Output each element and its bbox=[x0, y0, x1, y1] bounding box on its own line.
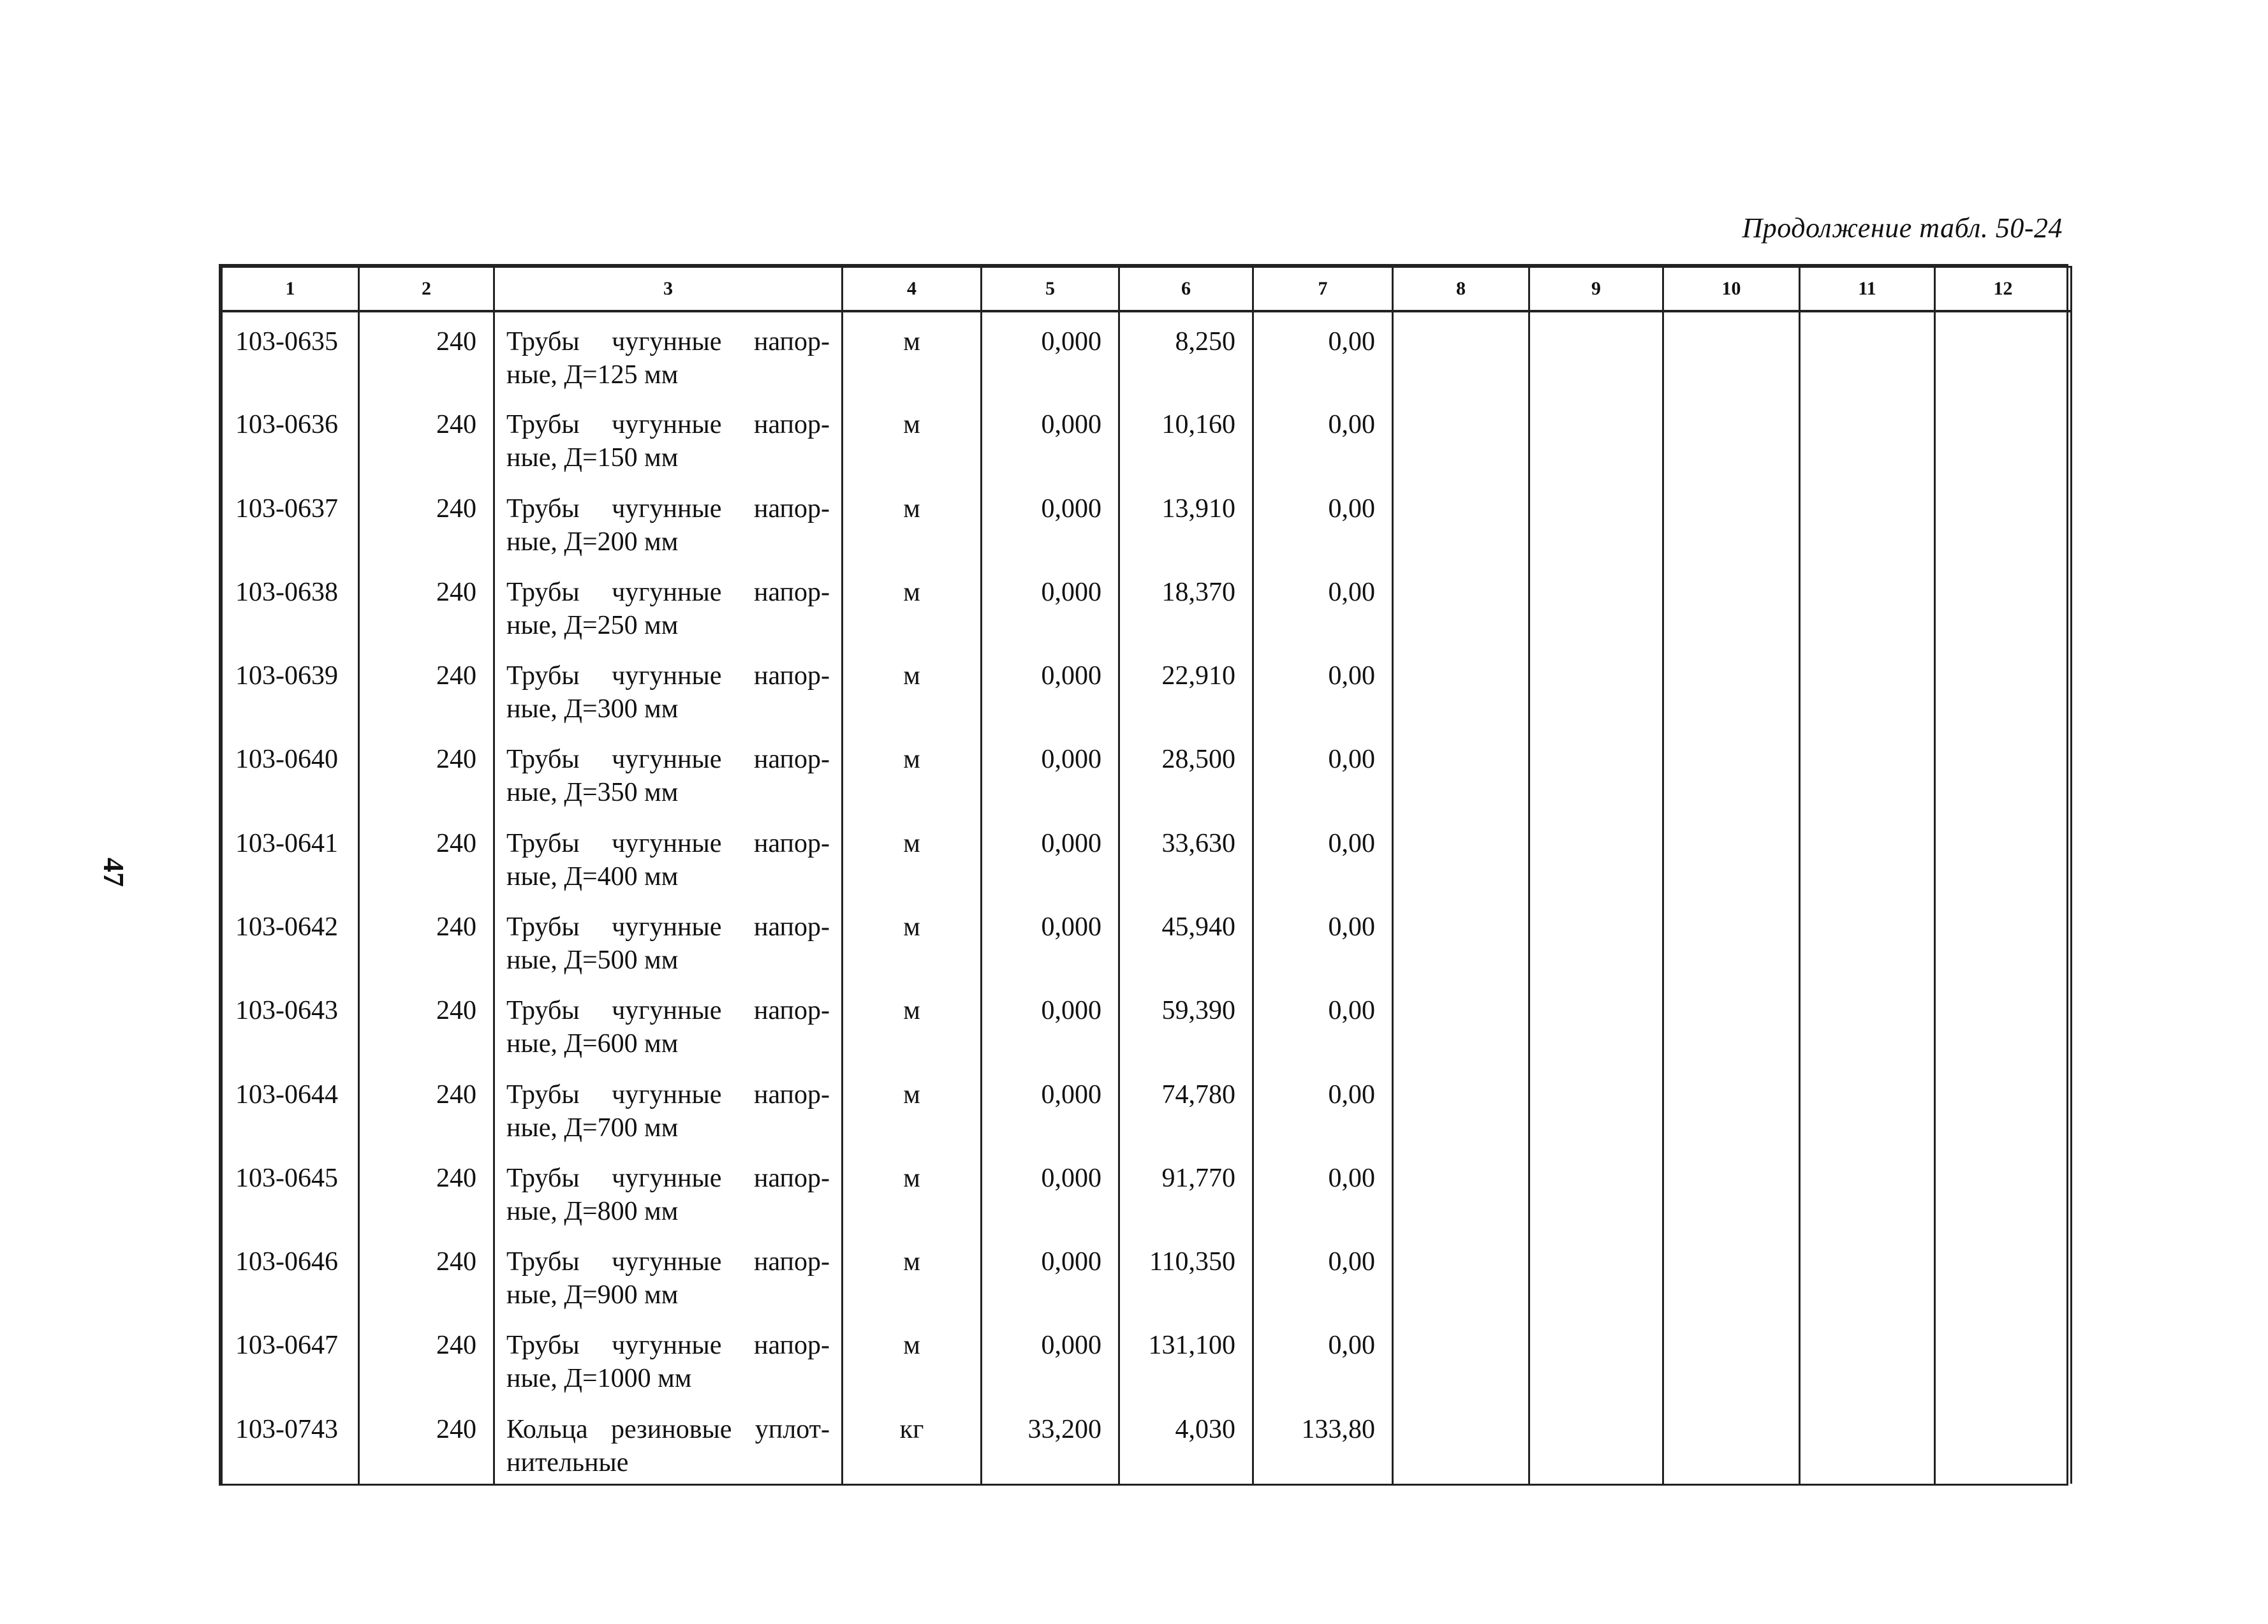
group-cell: 240 bbox=[359, 1233, 494, 1316]
value-col6-cell: 91,770 bbox=[1119, 1149, 1253, 1233]
description-line-1: Трубы чугунные напор- bbox=[506, 1247, 830, 1277]
description-line-1: Трубы чугунные напор- bbox=[506, 410, 830, 440]
unit-cell: м bbox=[843, 814, 982, 898]
table-row bbox=[222, 1149, 2072, 1233]
group-cell: 240 bbox=[359, 647, 494, 730]
value-col7-cell: 0,00 bbox=[1253, 981, 1393, 1065]
unit-cell: м bbox=[843, 1316, 982, 1400]
value-col5-cell: 0,000 bbox=[982, 981, 1119, 1065]
value-col6-cell: 33,630 bbox=[1119, 814, 1253, 898]
description-line-2: ные, Д=300 мм bbox=[506, 694, 679, 724]
value-col7-cell: 0,00 bbox=[1253, 814, 1393, 898]
description-cell bbox=[494, 730, 843, 814]
empty-col8-cell bbox=[1393, 1316, 1529, 1400]
empty-col11-cell bbox=[1800, 898, 1935, 981]
value-col5-cell: 33,200 bbox=[982, 1400, 1119, 1484]
description-cell bbox=[494, 395, 843, 479]
value-col5-cell: 0,000 bbox=[982, 898, 1119, 981]
value-col7-cell: 133,80 bbox=[1253, 1400, 1393, 1484]
description-line-1: Трубы чугунные напор- bbox=[506, 661, 830, 691]
unit-cell: м bbox=[843, 730, 982, 814]
empty-col12-cell bbox=[1935, 1149, 2072, 1233]
empty-col9-cell bbox=[1529, 647, 1663, 730]
resource-code-cell: 103-0645 bbox=[222, 1149, 359, 1233]
value-col5-cell: 0,000 bbox=[982, 1065, 1119, 1149]
value-col7-cell: 0,00 bbox=[1253, 563, 1393, 647]
table-row bbox=[222, 1316, 2072, 1400]
resource-code-cell: 103-0646 bbox=[222, 1233, 359, 1316]
empty-col10-cell bbox=[1663, 898, 1800, 981]
resource-code-cell: 103-0638 bbox=[222, 563, 359, 647]
value-col5-cell: 0,000 bbox=[982, 479, 1119, 563]
value-col7-cell: 0,00 bbox=[1253, 1316, 1393, 1400]
empty-col9-cell bbox=[1529, 563, 1663, 647]
description-cell bbox=[494, 1316, 843, 1400]
description-line-1: Трубы чугунные напор- bbox=[506, 912, 830, 942]
description-cell bbox=[494, 1149, 843, 1233]
empty-col12-cell bbox=[1935, 479, 2072, 563]
resource-table bbox=[219, 264, 2068, 1486]
description-line-2: ные, Д=1000 мм bbox=[506, 1364, 692, 1394]
group-cell: 240 bbox=[359, 311, 494, 395]
unit-cell: м bbox=[843, 1233, 982, 1316]
description-cell bbox=[494, 311, 843, 395]
description-line-2: нительные bbox=[506, 1447, 629, 1477]
empty-col9-cell bbox=[1529, 479, 1663, 563]
value-col6-cell: 59,390 bbox=[1119, 981, 1253, 1065]
empty-col8-cell bbox=[1393, 1065, 1529, 1149]
table-row bbox=[222, 898, 2072, 981]
table-row bbox=[222, 311, 2072, 395]
empty-col10-cell bbox=[1663, 1233, 1800, 1316]
resource-code-cell: 103-0647 bbox=[222, 1316, 359, 1400]
value-col7-cell: 0,00 bbox=[1253, 730, 1393, 814]
description-cell bbox=[494, 814, 843, 898]
value-col5-cell: 0,000 bbox=[982, 814, 1119, 898]
empty-col8-cell bbox=[1393, 730, 1529, 814]
resource-code-cell: 103-0635 bbox=[222, 311, 359, 395]
group-cell: 240 bbox=[359, 730, 494, 814]
value-col5-cell: 0,000 bbox=[982, 311, 1119, 395]
unit-cell: м bbox=[843, 311, 982, 395]
group-cell: 240 bbox=[359, 1065, 494, 1149]
resource-code-cell: 103-0639 bbox=[222, 647, 359, 730]
table-row bbox=[222, 647, 2072, 730]
column-header: 12 bbox=[1935, 267, 2072, 312]
column-header: 6 bbox=[1119, 267, 1253, 312]
description-line-1: Трубы чугунные напор- bbox=[506, 327, 830, 356]
column-header: 1 bbox=[222, 267, 359, 312]
empty-col10-cell bbox=[1663, 981, 1800, 1065]
resource-code-cell: 103-0643 bbox=[222, 981, 359, 1065]
description-line-2: ные, Д=900 мм bbox=[506, 1280, 679, 1310]
resource-code-cell: 103-0641 bbox=[222, 814, 359, 898]
group-cell: 240 bbox=[359, 479, 494, 563]
empty-col9-cell bbox=[1529, 1233, 1663, 1316]
empty-col10-cell bbox=[1663, 563, 1800, 647]
empty-col11-cell bbox=[1800, 1149, 1935, 1233]
value-col6-cell: 13,910 bbox=[1119, 479, 1253, 563]
description-line-2: ные, Д=350 мм bbox=[506, 778, 679, 808]
empty-col12-cell bbox=[1935, 395, 2072, 479]
description-cell bbox=[494, 647, 843, 730]
group-cell: 240 bbox=[359, 395, 494, 479]
value-col5-cell: 0,000 bbox=[982, 1233, 1119, 1316]
table-row bbox=[222, 814, 2072, 898]
empty-col12-cell bbox=[1935, 1065, 2072, 1149]
column-header: 2 bbox=[359, 267, 494, 312]
value-col7-cell: 0,00 bbox=[1253, 1065, 1393, 1149]
value-col6-cell: 131,100 bbox=[1119, 1316, 1253, 1400]
table-row bbox=[222, 1233, 2072, 1316]
unit-cell: м bbox=[843, 898, 982, 981]
description-cell bbox=[494, 981, 843, 1065]
value-col6-cell: 4,030 bbox=[1119, 1400, 1253, 1484]
value-col7-cell: 0,00 bbox=[1253, 898, 1393, 981]
empty-col10-cell bbox=[1663, 1316, 1800, 1400]
value-col6-cell: 28,500 bbox=[1119, 730, 1253, 814]
column-header: 8 bbox=[1393, 267, 1529, 312]
empty-col9-cell bbox=[1529, 1065, 1663, 1149]
empty-col10-cell bbox=[1663, 479, 1800, 563]
column-header: 3 bbox=[494, 267, 843, 312]
resource-code-cell: 103-0636 bbox=[222, 395, 359, 479]
description-cell bbox=[494, 1233, 843, 1316]
column-header: 5 bbox=[982, 267, 1119, 312]
resource-code-cell: 103-0743 bbox=[222, 1400, 359, 1484]
description-cell bbox=[494, 563, 843, 647]
group-cell: 240 bbox=[359, 563, 494, 647]
description-line-1: Трубы чугунные напор- bbox=[506, 1079, 830, 1109]
table-row bbox=[222, 395, 2072, 479]
value-col5-cell: 0,000 bbox=[982, 1149, 1119, 1233]
empty-col8-cell bbox=[1393, 647, 1529, 730]
empty-col10-cell bbox=[1663, 1400, 1800, 1484]
value-col7-cell: 0,00 bbox=[1253, 647, 1393, 730]
table-row bbox=[222, 479, 2072, 563]
empty-col12-cell bbox=[1935, 1400, 2072, 1484]
resource-code-cell: 103-0644 bbox=[222, 1065, 359, 1149]
value-col7-cell: 0,00 bbox=[1253, 1233, 1393, 1316]
value-col7-cell: 0,00 bbox=[1253, 311, 1393, 395]
unit-cell: м bbox=[843, 563, 982, 647]
value-col7-cell: 0,00 bbox=[1253, 479, 1393, 563]
empty-col9-cell bbox=[1529, 311, 1663, 395]
empty-col11-cell bbox=[1800, 647, 1935, 730]
column-header: 4 bbox=[843, 267, 982, 312]
empty-col9-cell bbox=[1529, 814, 1663, 898]
empty-col12-cell bbox=[1935, 1316, 2072, 1400]
empty-col12-cell bbox=[1935, 730, 2072, 814]
unit-cell: кг bbox=[843, 1400, 982, 1484]
empty-col11-cell bbox=[1800, 479, 1935, 563]
empty-col8-cell bbox=[1393, 311, 1529, 395]
description-cell bbox=[494, 1065, 843, 1149]
description-line-2: ные, Д=600 мм bbox=[506, 1029, 679, 1059]
value-col7-cell: 0,00 bbox=[1253, 1149, 1393, 1233]
empty-col11-cell bbox=[1800, 395, 1935, 479]
empty-col9-cell bbox=[1529, 1316, 1663, 1400]
description-cell bbox=[494, 898, 843, 981]
group-cell: 240 bbox=[359, 1149, 494, 1233]
table-caption: Продолжение табл. 50-24 bbox=[1742, 212, 2063, 244]
group-cell: 240 bbox=[359, 898, 494, 981]
description-line-1: Кольца резиновые уплот- bbox=[506, 1414, 830, 1444]
description-line-2: ные, Д=700 мм bbox=[506, 1113, 679, 1143]
unit-cell: м bbox=[843, 981, 982, 1065]
unit-cell: м bbox=[843, 647, 982, 730]
description-line-1: Трубы чугунные напор- bbox=[506, 1163, 830, 1193]
value-col6-cell: 18,370 bbox=[1119, 563, 1253, 647]
column-header: 10 bbox=[1663, 267, 1800, 312]
table-row bbox=[222, 1400, 2072, 1484]
table-row bbox=[222, 981, 2072, 1065]
empty-col9-cell bbox=[1529, 981, 1663, 1065]
column-header: 7 bbox=[1253, 267, 1393, 312]
value-col5-cell: 0,000 bbox=[982, 730, 1119, 814]
group-cell: 240 bbox=[359, 981, 494, 1065]
table-row bbox=[222, 563, 2072, 647]
empty-col9-cell bbox=[1529, 898, 1663, 981]
empty-col12-cell bbox=[1935, 563, 2072, 647]
empty-col11-cell bbox=[1800, 1316, 1935, 1400]
description-line-2: ные, Д=250 мм bbox=[506, 610, 679, 640]
empty-col8-cell bbox=[1393, 814, 1529, 898]
empty-col9-cell bbox=[1529, 1400, 1663, 1484]
empty-col11-cell bbox=[1800, 1400, 1935, 1484]
description-line-2: ные, Д=400 мм bbox=[506, 861, 679, 891]
description-line-1: Трубы чугунные напор- bbox=[506, 745, 830, 775]
value-col6-cell: 10,160 bbox=[1119, 395, 1253, 479]
empty-col12-cell bbox=[1935, 647, 2072, 730]
value-col6-cell: 8,250 bbox=[1119, 311, 1253, 395]
unit-cell: м bbox=[843, 479, 982, 563]
empty-col12-cell bbox=[1935, 1233, 2072, 1316]
empty-col9-cell bbox=[1529, 1149, 1663, 1233]
value-col6-cell: 110,350 bbox=[1119, 1233, 1253, 1316]
empty-col11-cell bbox=[1800, 311, 1935, 395]
empty-col9-cell bbox=[1529, 395, 1663, 479]
value-col6-cell: 74,780 bbox=[1119, 1065, 1253, 1149]
empty-col8-cell bbox=[1393, 395, 1529, 479]
column-header: 9 bbox=[1529, 267, 1663, 312]
group-cell: 240 bbox=[359, 1400, 494, 1484]
value-col5-cell: 0,000 bbox=[982, 395, 1119, 479]
empty-col10-cell bbox=[1663, 1149, 1800, 1233]
table-row bbox=[222, 1065, 2072, 1149]
description-line-1: Трубы чугунные напор- bbox=[506, 1331, 830, 1361]
empty-col8-cell bbox=[1393, 1149, 1529, 1233]
empty-col8-cell bbox=[1393, 1400, 1529, 1484]
resource-code-cell: 103-0637 bbox=[222, 479, 359, 563]
empty-col11-cell bbox=[1800, 563, 1935, 647]
value-col7-cell: 0,00 bbox=[1253, 395, 1393, 479]
description-line-1: Трубы чугунные напор- bbox=[506, 577, 830, 607]
table-header-row bbox=[222, 267, 2072, 312]
description-line-2: ные, Д=125 мм bbox=[506, 360, 679, 390]
empty-col10-cell bbox=[1663, 311, 1800, 395]
unit-cell: м bbox=[843, 1065, 982, 1149]
empty-col10-cell bbox=[1663, 395, 1800, 479]
value-col5-cell: 0,000 bbox=[982, 563, 1119, 647]
description-cell bbox=[494, 1400, 843, 1484]
empty-col12-cell bbox=[1935, 981, 2072, 1065]
page-number: 47 bbox=[98, 858, 130, 887]
empty-col11-cell bbox=[1800, 1065, 1935, 1149]
column-header: 11 bbox=[1800, 267, 1935, 312]
empty-col11-cell bbox=[1800, 1233, 1935, 1316]
description-line-2: ные, Д=150 мм bbox=[506, 443, 679, 473]
empty-col11-cell bbox=[1800, 730, 1935, 814]
empty-col8-cell bbox=[1393, 563, 1529, 647]
empty-col8-cell bbox=[1393, 981, 1529, 1065]
value-col5-cell: 0,000 bbox=[982, 1316, 1119, 1400]
empty-col8-cell bbox=[1393, 898, 1529, 981]
empty-col10-cell bbox=[1663, 1065, 1800, 1149]
group-cell: 240 bbox=[359, 1316, 494, 1400]
empty-col10-cell bbox=[1663, 647, 1800, 730]
value-col5-cell: 0,000 bbox=[982, 647, 1119, 730]
empty-col10-cell bbox=[1663, 730, 1800, 814]
description-cell bbox=[494, 479, 843, 563]
unit-cell: м bbox=[843, 1149, 982, 1233]
unit-cell: м bbox=[843, 395, 982, 479]
resource-code-cell: 103-0642 bbox=[222, 898, 359, 981]
group-cell: 240 bbox=[359, 814, 494, 898]
empty-col12-cell bbox=[1935, 311, 2072, 395]
description-line-1: Трубы чугунные напор- bbox=[506, 828, 830, 858]
description-line-1: Трубы чугунные напор- bbox=[506, 494, 830, 523]
value-col6-cell: 22,910 bbox=[1119, 647, 1253, 730]
description-line-1: Трубы чугунные напор- bbox=[506, 996, 830, 1026]
empty-col8-cell bbox=[1393, 1233, 1529, 1316]
description-line-2: ные, Д=500 мм bbox=[506, 946, 679, 976]
empty-col11-cell bbox=[1800, 814, 1935, 898]
table-row bbox=[222, 730, 2072, 814]
table-body bbox=[222, 311, 2072, 1484]
empty-col10-cell bbox=[1663, 814, 1800, 898]
empty-col12-cell bbox=[1935, 814, 2072, 898]
empty-col12-cell bbox=[1935, 898, 2072, 981]
description-line-2: ные, Д=800 мм bbox=[506, 1196, 679, 1226]
empty-col11-cell bbox=[1800, 981, 1935, 1065]
empty-col9-cell bbox=[1529, 730, 1663, 814]
resource-code-cell: 103-0640 bbox=[222, 730, 359, 814]
empty-col8-cell bbox=[1393, 479, 1529, 563]
value-col6-cell: 45,940 bbox=[1119, 898, 1253, 981]
description-line-2: ные, Д=200 мм bbox=[506, 527, 679, 557]
